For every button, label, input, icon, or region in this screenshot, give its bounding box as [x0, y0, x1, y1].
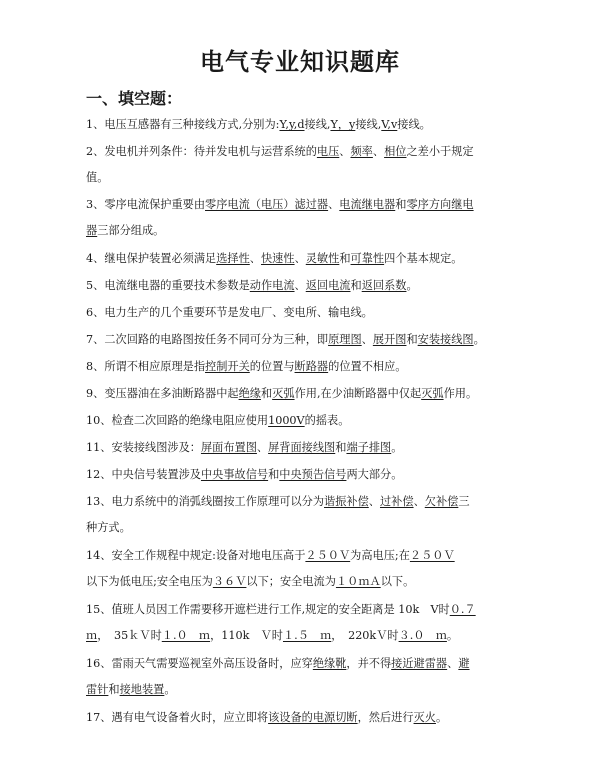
question-4: 4、继电保护装置必须满足选择性、快速性、灵敏性和可靠性四个基本规定。 — [86, 252, 463, 265]
question-16: 16、雷雨天气需要巡视室外高压设备时，应穿绝缘靴，并不得接近避雷器、避 雷针和接地装置。 — [86, 657, 470, 696]
question-17: 17、遇有电气设备着火时，应立即将该设备的电源切断，然后进行灭火。 — [86, 711, 448, 724]
question-5: 5、电流继电器的重要技术参数是动作电流、返回电流和返回系数。 — [86, 279, 418, 292]
question-7: 7、二次回路的电路图按任务不同可分为三种，即原理图、展开图和安装接线图。 — [86, 333, 485, 346]
section-heading: 一、填空题： — [86, 89, 183, 108]
question-1: 1、电压互感器有三种接线方式,分别为:Y,y,d接线,Y，y接线,V,v接线。 — [86, 118, 431, 131]
question-14: 14、安全工作规程中规定:设备对地电压高于２５０Ｖ为高电压;在２５０Ｖ 以下为低电压;安全电压为３６Ｖ以下；安全电流为１０ｍＡ以下。 — [86, 549, 455, 588]
question-6: 6、电力生产的几个重要环节是发电厂、变电所、输电线。 — [86, 306, 373, 319]
question-15: 15、值班人员因工作需要移开遮栏进行工作,规定的安全距离是 10k V时０.７ ｍ， 35ｋＶ时１.０ ｍ，110k Ｖ时１.５ ｍ， 220kＶ时３.０ ｍ。 — [86, 603, 476, 642]
question-8: 8、所谓不相应原理是指控制开关的位置与断路器的位置不相应。 — [86, 360, 407, 373]
question-2: 2、发电机并列条件：待并发电机与运营系统的电压、频率、相位之差小于规定 值。 — [86, 145, 474, 184]
question-13: 13、电力系统中的消弧线圈按工作原理可以分为谐振补偿、过补偿、欠补偿三 种方式。 — [86, 495, 470, 534]
question-10: 10、检查二次回路的绝缘电阻应使用1000V的摇表。 — [86, 414, 350, 427]
question-3: 3、零序电流保护重要由零序电流（电压）滤过器、电流继电器和零序方向继电 器三部分组成。 — [86, 198, 474, 237]
page-title: 电气专业知识题库 — [200, 48, 400, 76]
question-12: 12、中央信号装置涉及中央事故信号和中央预告信号两大部分。 — [86, 468, 403, 481]
question-9: 9、变压器油在多油断路器中起绝缘和灭弧作用,在少油断路器中仅起灭弧作用。 — [86, 387, 478, 400]
question-11: 11、安装接线图涉及：屏面布置图、屏背面接线图和端子排图。 — [86, 441, 403, 454]
